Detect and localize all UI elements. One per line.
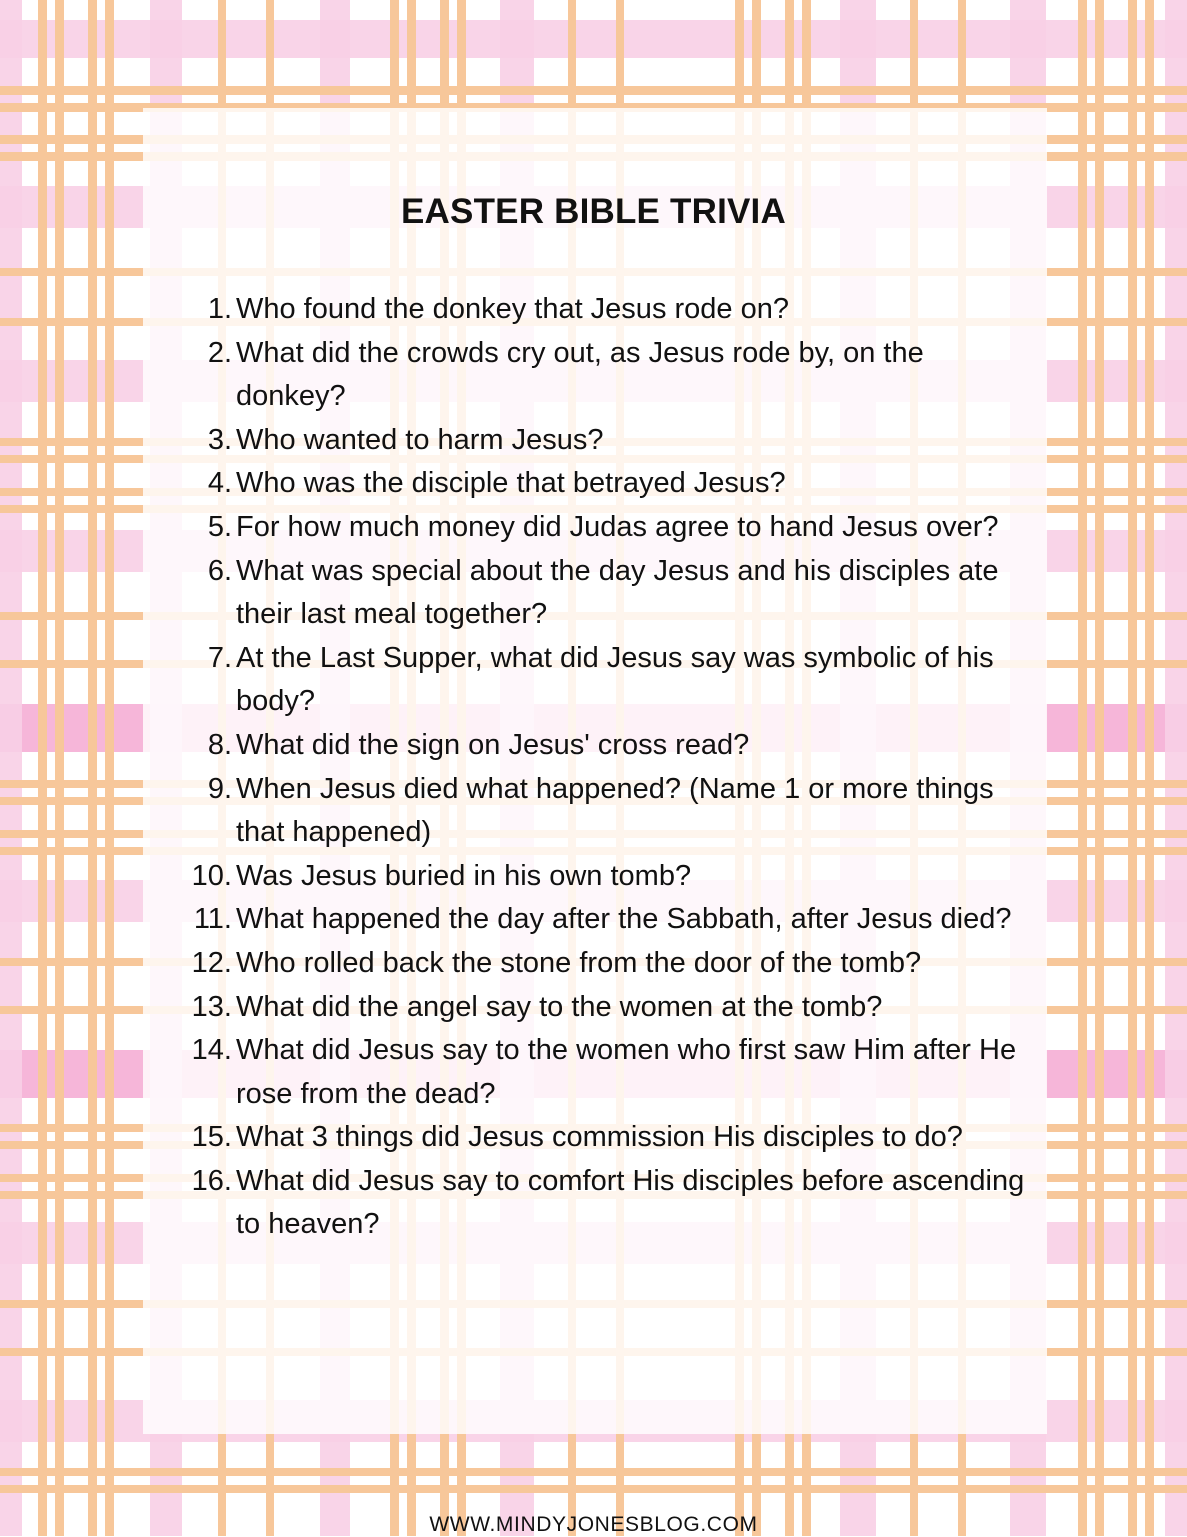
question-item xyxy=(180,768,1040,855)
question-item xyxy=(180,288,1040,332)
question-item xyxy=(180,1029,1040,1116)
question-number: 4. xyxy=(207,467,232,500)
question-item xyxy=(180,1116,1040,1160)
question-text: What 3 things did Jesus commission His disciples to do? xyxy=(236,1121,963,1154)
question-list xyxy=(180,288,1040,1247)
question-item xyxy=(180,550,1040,637)
question-item xyxy=(180,462,1040,506)
question-item xyxy=(180,724,1040,768)
question-number: 2. xyxy=(207,336,232,369)
question-number: 14. xyxy=(191,1034,232,1067)
question-number: 3. xyxy=(207,423,232,456)
question-number: 9. xyxy=(207,772,232,805)
question-number: 6. xyxy=(207,554,232,587)
question-number: 5. xyxy=(207,510,232,543)
question-number: 7. xyxy=(207,641,232,674)
question-item xyxy=(180,942,1040,986)
question-number: 11. xyxy=(193,903,232,936)
question-item xyxy=(180,898,1040,942)
question-item xyxy=(180,506,1040,550)
question-text: Who found the donkey that Jesus rode on? xyxy=(236,293,789,325)
page-title: EASTER BIBLE TRIVIA xyxy=(401,192,786,231)
question-item xyxy=(180,855,1040,899)
question-text: What was special about the day Jesus and his disciples ate their last meal together? xyxy=(236,554,999,631)
question-text: Who rolled back the stone from the door of the tomb? xyxy=(236,946,922,979)
question-text: What did the crowds cry out, as Jesus rode by, on the donkey? xyxy=(236,336,924,413)
question-number: 13. xyxy=(191,990,232,1023)
question-text: What did the sign on Jesus' cross read? xyxy=(236,728,750,761)
question-number: 8. xyxy=(207,728,232,761)
question-item xyxy=(180,419,1040,463)
question-text: What did Jesus say to the women who first saw Him after He rose from the dead? xyxy=(236,1034,1017,1110)
question-text: What happened the day after the Sabbath, after Jesus died? xyxy=(236,903,1012,936)
question-text: What did the angel say to the women at the tomb? xyxy=(236,990,883,1023)
question-text: Was Jesus buried in his own tomb? xyxy=(236,859,692,892)
question-number: 12. xyxy=(191,946,232,979)
question-text: For how much money did Judas agree to hand Jesus over? xyxy=(236,510,999,543)
question-number: 10. xyxy=(191,859,232,892)
website-footer: WWW.MINDYJONESBLOG.COM xyxy=(429,1513,758,1536)
question-text: At the Last Supper, what did Jesus say was symbolic of his body? xyxy=(236,641,994,718)
question-item xyxy=(180,1160,1040,1247)
question-text: When Jesus died what happened? (Name 1 or more things that happened) xyxy=(236,772,994,849)
question-item xyxy=(180,986,1040,1030)
question-item xyxy=(180,332,1040,419)
question-number: 15. xyxy=(191,1121,232,1154)
question-text: Who wanted to harm Jesus? xyxy=(236,423,604,456)
question-item xyxy=(180,637,1040,724)
question-text: What did Jesus say to comfort His disciples before ascending to heaven? xyxy=(236,1164,1025,1241)
question-number: 1. xyxy=(207,293,232,325)
question-text: Who was the disciple that betrayed Jesus? xyxy=(236,467,786,500)
question-number: 16. xyxy=(191,1164,232,1197)
